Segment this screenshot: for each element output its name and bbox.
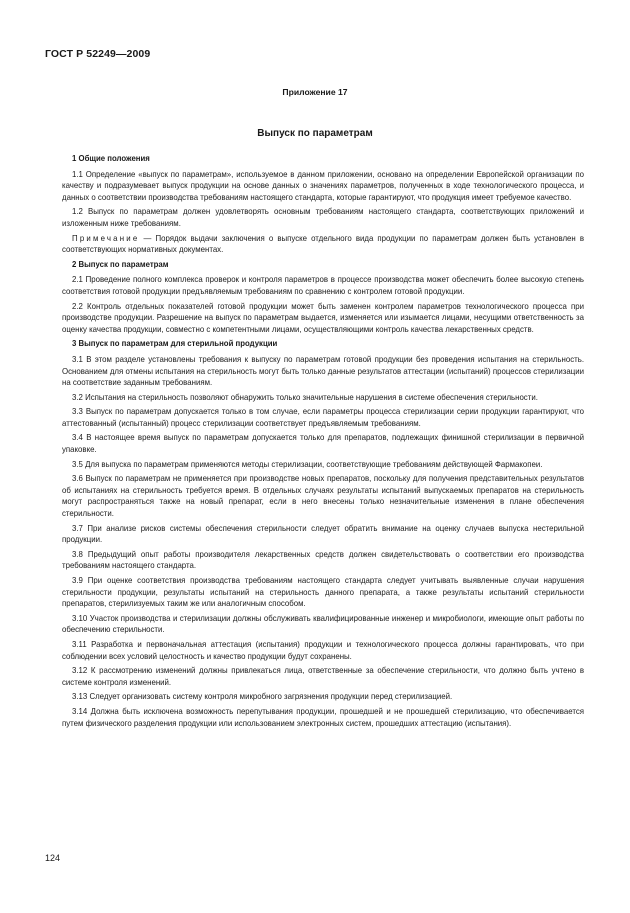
paragraph: 3.4 В настоящее время выпуск по параметрам допускается только для препаратов, подлежащих финишной стерилизации в первичной упаковке. bbox=[62, 433, 584, 455]
paragraph: 1.1 Определение «выпуск по параметрам», используемое в данном приложении, основано на определении Европейской организации по качеству и подразумевает выпуск продукции на основе данных о значениях параметров, полученных в ходе технологического процесса, и данных о соответствии производства требованиям настоящего стандарта, которые гарантируют, что продукция имеет требуемое качество. bbox=[62, 169, 584, 202]
paragraph: 3.14 Должна быть исключена возможность перепутывания продукции, прошедшей и не прошедшей стерилизацию, что обеспечивается путем физического разделения продукции или использованием электронных систем, прошедших аттестацию (испытания). bbox=[62, 706, 584, 728]
page-number: 124 bbox=[45, 853, 61, 863]
paragraph: 2.1 Проведение полного комплекса проверок и контроля параметров в процессе производства может обеспечить более высокую степень соответствия готовой продукции предъявляемым требованиям по сравнению с контролем готовой продукции. bbox=[62, 275, 584, 296]
paragraph: 3.1 В этом разделе установлены требования к выпуску по параметрам готовой продукции без проведения испытания на стерильность. Основанием для отмены испытания на стерильность могут быть только данные результатов аттестации (испытаний) процессов стерилизации на соответствие заданным требованиям. bbox=[62, 354, 584, 388]
paragraph: 3.11 Разработка и первоначальная аттестация (испытания) продукции и технологического процесса должны гарантировать, что при соблюдении всех условий целостность и качество продукции будут сохранены. bbox=[62, 639, 584, 661]
section-1 bbox=[62, 153, 584, 256]
section-heading: 3 Выпуск по параметрам для стерильной продукции bbox=[72, 339, 278, 349]
paragraph: 3.9 При оценке соответствия производства требованиям настоящего стандарта следует учитывать выявленные случаи нарушения стерильности продукции, результаты испытаний на стерильность данного препарата, а также результаты испытаний стерильности препаратов, стерилизуемых таким же или аналогичным способом. bbox=[62, 576, 584, 609]
annex-label: Приложение 17 bbox=[282, 87, 348, 97]
paragraph: 3.13 Следует организовать систему контроля микробного загрязнения продукции перед стерилизацией. bbox=[72, 692, 453, 702]
paragraph: 3.8 Предыдущий опыт работы производителя лекарственных средств должен свидетельствовать о соответствии его производства требованиям настоящего стандарта. bbox=[62, 549, 584, 571]
paragraph: 3.3 Выпуск по параметрам допускается только в том случае, если параметры процесса стерилизации серии продукции гарантируют, что аттестованный (испытанный) процесс стерилизации соответствует предъявляемым требованиям. bbox=[62, 407, 584, 428]
paragraph: 3.12 К рассмотрению изменений должны привлекаться лица, ответственные за обеспечение стерильности, что должно быть учтено в системе контроля изменений. bbox=[62, 666, 584, 687]
document-body bbox=[62, 153, 584, 732]
page-title: Выпуск по параметрам bbox=[257, 128, 373, 139]
note-text: — Порядок выдачи заключения о выпуске отдельного вида продукции по параметрам должен быть установлен в соответствующих нормативных документах. bbox=[62, 233, 584, 255]
paragraph: 3.6 Выпуск по параметрам не применяется при производстве новых препаратов, поскольку для получения представительных результатов об испытаниях на стерильность требуется время. В отдельных случаях результаты испытаний выпускаемых препаратов на стерильность могут распространяться также на новый препарат, если в него внесены только незначительные изменения в плане обеспечения стерильности. bbox=[62, 474, 584, 519]
note-paragraph bbox=[62, 233, 584, 256]
section-heading: 1 Общие положения bbox=[72, 154, 150, 163]
paragraph: 1.2 Выпуск по параметрам должен удовлетворять основным требованиям настоящего стандарта, соответствующих приложений и изложенным ниже требованиям. bbox=[62, 207, 584, 228]
paragraph: 3.2 Испытания на стерильность позволяют обнаружить только значительные нарушения в системе обеспечения стерильности. bbox=[72, 392, 538, 402]
section-3 bbox=[62, 338, 584, 729]
section-heading: 2 Выпуск по параметрам bbox=[72, 259, 169, 269]
paragraph: 3.7 При анализе рисков системы обеспечения стерильности следует обратить внимание на оценку случаев выпуска нестерильной продукции. bbox=[62, 523, 584, 545]
paragraph: 3.10 Участок производства и стерилизации должны обслуживать квалифицированные инженер и микробиологи, имеющие опыт работы по обеспечению стерильности. bbox=[62, 613, 584, 635]
paragraph: 2.2 Контроль отдельных показателей готовой продукции может быть заменен контролем параметров технологического процесса при производстве продукции. Разрешение на выпуск по параметрам выдается, изменяется или изымается лицами, несущими ответственность за оценку качества продукции, совместно с компетентными лицами, осуществляющими контроль качества лекарственных средств. bbox=[62, 301, 584, 334]
note-label: Примечание bbox=[72, 233, 140, 243]
paragraph: 3.5 Для выпуска по параметрам применяются методы стерилизации, соответствующие требованиям действующей Фармакопеи. bbox=[72, 459, 543, 469]
document-id: ГОСТ Р 52249—2009 bbox=[45, 48, 151, 60]
section-2 bbox=[62, 259, 584, 336]
